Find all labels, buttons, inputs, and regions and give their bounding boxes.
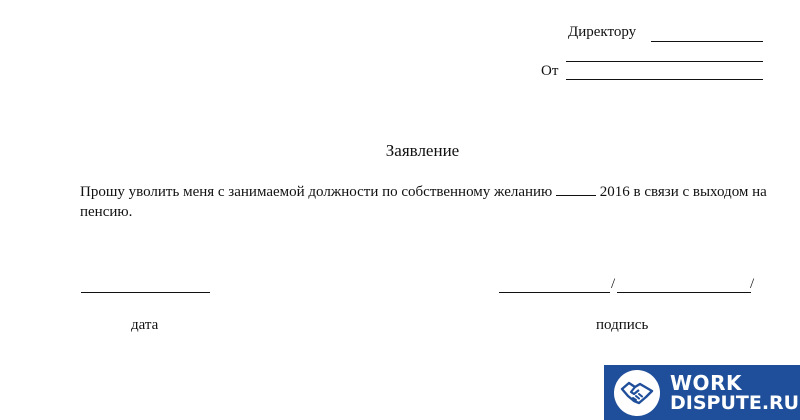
from-label: От xyxy=(541,63,559,79)
body-text-start: Прошу уволить меня с занимаемой должности по собственному желанию xyxy=(80,184,557,200)
signature-separator-end: / xyxy=(750,276,755,292)
document-body xyxy=(80,181,770,222)
from-name-line xyxy=(566,79,763,80)
site-logo[interactable] xyxy=(604,365,800,420)
year-blank-line xyxy=(556,181,596,196)
director-extra-line xyxy=(566,61,763,62)
director-name-line xyxy=(651,41,763,42)
logo-text xyxy=(670,370,800,414)
logo-line-domain: DISPUTE.RU xyxy=(670,391,800,414)
handshake-icon xyxy=(614,370,660,416)
signature-name-line xyxy=(617,292,751,293)
date-line xyxy=(81,292,210,293)
document-title: Заявление xyxy=(385,141,460,160)
signature-caption: подпись xyxy=(596,317,649,333)
body-text-end: 2016 в связи с выходом на пенсию. xyxy=(80,184,767,220)
logo-line-work: WORK xyxy=(670,370,742,395)
signature-line xyxy=(499,292,610,293)
date-caption: дата xyxy=(131,317,159,333)
director-label: Директору xyxy=(568,24,637,40)
signature-separator: / xyxy=(611,276,616,292)
